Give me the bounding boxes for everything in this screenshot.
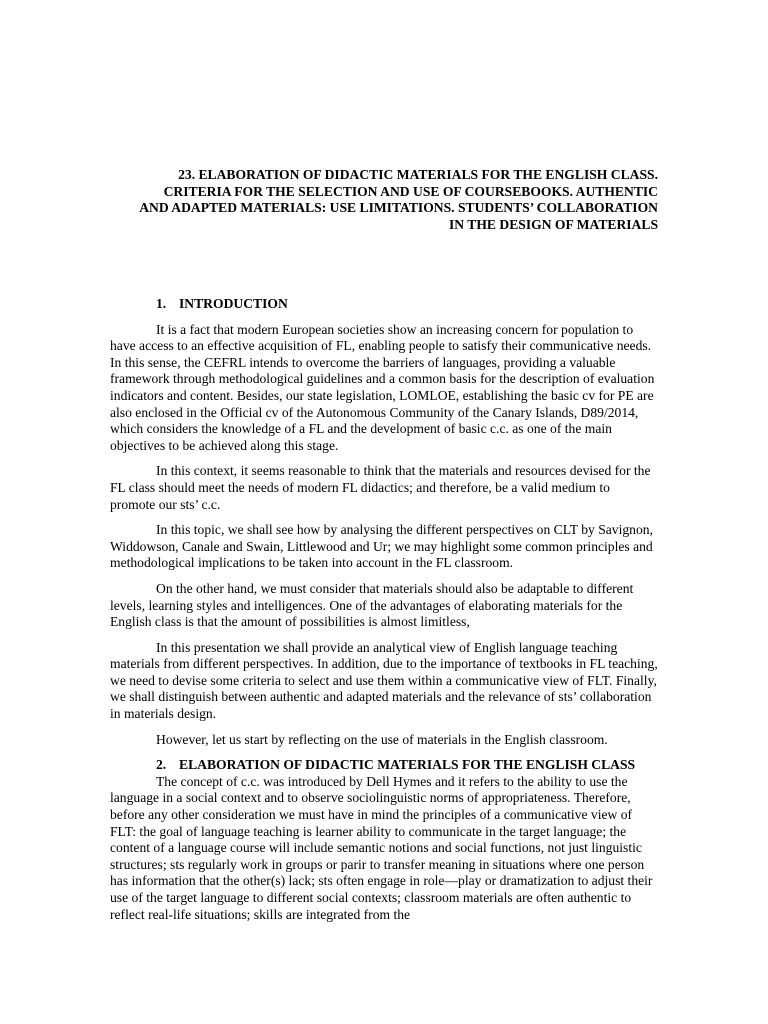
title-line: CRITERIA FOR THE SELECTION AND USE OF COURSEBOOKS. AUTHENTIC — [163, 183, 658, 199]
title-line: 23. ELABORATION OF DIDACTIC MATERIALS FOR THE ENGLISH CLASS. — [178, 167, 658, 182]
section-number: 1. — [156, 296, 167, 311]
document-body — [110, 296, 658, 923]
section-heading-elaboration — [110, 757, 658, 774]
section-heading-introduction — [110, 296, 658, 313]
paragraph: In this context, it seems reasonable to think that the materials and resources devised for the FL class should meet the needs of modern FL didactics; and therefore, be a valid medium to promote our sts’ c.c. — [110, 463, 651, 512]
paragraph: However, let us start by reflecting on the use of materials in the English classroom. — [156, 731, 608, 747]
paragraph: The concept of c.c. was introduced by Dell Hymes and it refers to the ability to use the language in a social context and to observe sociolinguistic norms of appropriateness. Therefore, before any other consideration we must have in mind the principles of a communicative view of FLT: the goal of language teaching is learner ability to communicate in the target language; the content of a language course will include semantic notions and social functions, not just linguistic structures; sts regularly work in groups or parir to transfer meaning in situations where one person has information that the other(s) lack; sts often engage in role—play or dramatization to adjust their use of the target language to different social contexts; classroom materials are often authentic to reflect real-life situations; skills are integrated from the — [110, 773, 653, 922]
section-title: INTRODUCTION — [179, 296, 288, 311]
title-line: IN THE DESIGN OF MATERIALS — [449, 216, 658, 232]
title-line: AND ADAPTED MATERIALS: USE LIMITATIONS. STUDENTS’ COLLABORATION — [139, 200, 658, 216]
paragraph: On the other hand, we must consider that materials should also be adaptable to different levels, learning styles and intelligences. One of the advantages of elaborating materials for the English class is that the amount of possibilities is almost limitless, — [110, 580, 634, 630]
section-number: 2. — [156, 757, 167, 773]
document-title — [110, 167, 658, 233]
document-page — [110, 0, 658, 1024]
section-title: ELABORATION OF DIDACTIC MATERIALS FOR THE ENGLISH CLASS — [179, 757, 636, 773]
paragraph: It is a fact that modern European societies show an increasing concern for population to have access to an effective acquisition of FL, enabling people to satisfy their communicative needs. In this sense, the CEFRL intends to overcome the barriers of languages, providing a valuable framework through methodological guidelines and a common basis for the description of evaluation indicators and content. Besides, our state legislation, LOMLOE, establishing the basic cv for PE are also enclosed in the Official cv of the Autonomous Community of the Canary Islands, D89/2014, which considers the knowledge of a FL and the development of basic c.c. as one of the main objectives to be achieved along this stage. — [110, 321, 655, 453]
paragraph: In this presentation we shall provide an analytical view of English language teaching materials from different perspectives. In addition, due to the importance of textbooks in FL teaching, we need to devise some criteria to select and use them within a communicative view of FLT. Finally, we shall distinguish between authentic and adapted materials and the relevance of sts’ collaboration in materials design. — [110, 639, 658, 722]
paragraph: In this topic, we shall see how by analysing the different perspectives on CLT by Savignon, Widdowson, Canale and Swain, Littlewood and Ur; we may highlight some common principles and methodological implications to be taken into account in the FL classroom. — [110, 522, 653, 571]
